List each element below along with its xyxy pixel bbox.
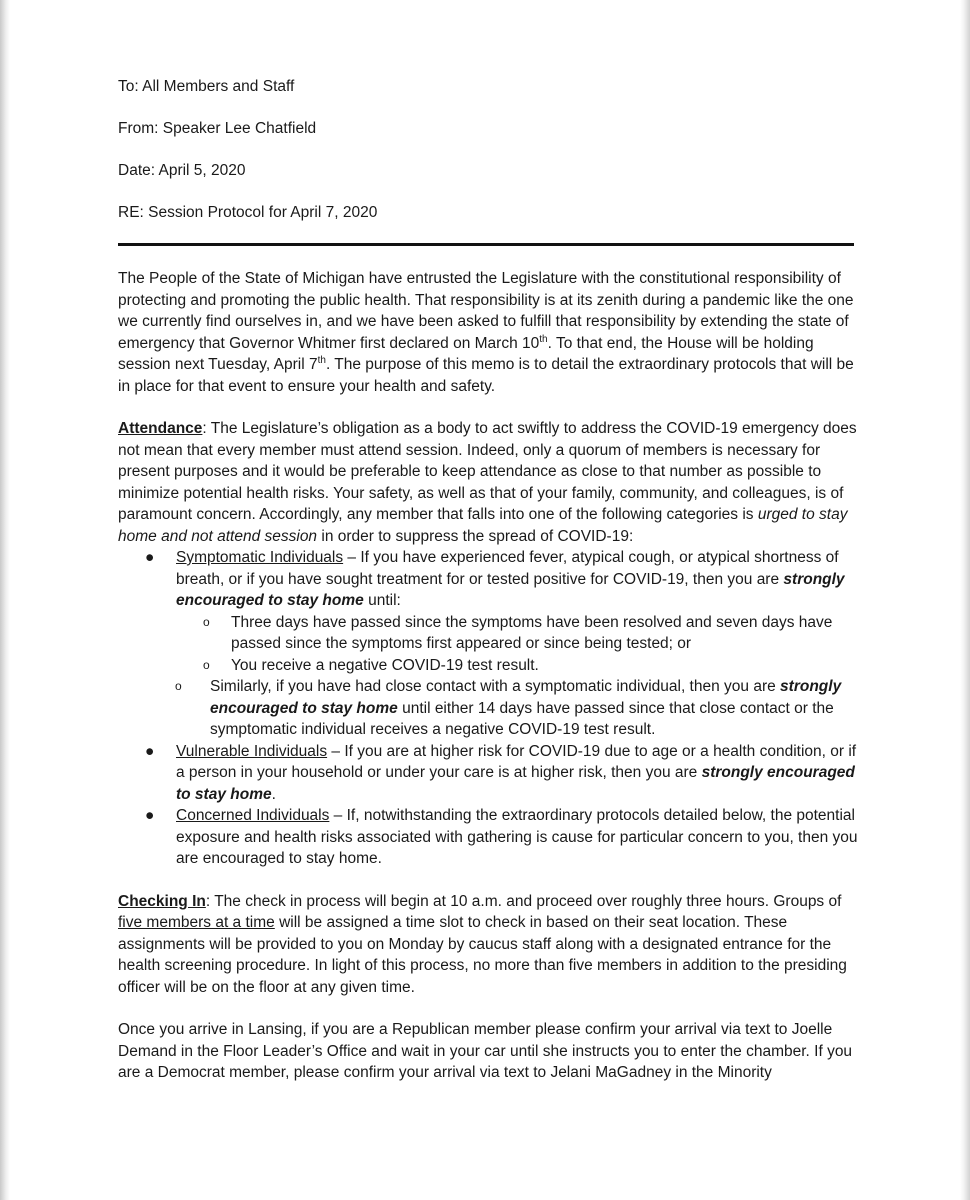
- circle-bullet-icon: o: [203, 614, 210, 629]
- memo-to: To: All Members and Staff: [118, 78, 295, 95]
- checking-in-paragraph: Checking In: The check in process will begin at 10 a.m. and proceed over roughly three hours. Groups of five members at a time will be assigned a time slot to check in based on their seat location. These assignments will be provided to you on Monday by caucus staff along with a designated entrance for the health screening procedure. In light of this process, no more than five members in addition to the presiding officer will be on the floor at any given time.: [118, 892, 847, 996]
- memo-body: [118, 268, 858, 1084]
- header-divider: [118, 243, 854, 246]
- arrival-paragraph: Once you arrive in Lansing, if you are a Republican member please confirm your arrival via text to Joelle Demand in the Floor Leader’s Office and wait in your car until she instructs you to enter the chamber. If you are a Democrat member, please confirm your arrival via text to Jelani MaGadney in the Minority: [118, 1021, 853, 1081]
- bullet-icon: ●: [145, 807, 155, 824]
- circle-bullet-icon: o: [203, 657, 210, 672]
- memo-from: From: Speaker Lee Chatfield: [118, 120, 317, 137]
- page-edge-left: [0, 0, 10, 1200]
- circle-bullet-icon: o: [175, 679, 182, 693]
- sub-item-negative-test: o You receive a negative COVID-19 test result.: [118, 655, 858, 677]
- checking-in-heading: Checking In: [118, 892, 206, 910]
- bullet-icon: ●: [145, 549, 155, 566]
- memo-date: Date: April 5, 2020: [118, 162, 246, 179]
- list-item-symptomatic: ● Symptomatic Individuals – If you have experienced fever, atypical cough, or atypical shortness of breath, or if you have sought treatment for or tested positive for COVID-19, then you are strongly encouraged to stay home until:: [145, 549, 845, 609]
- sub-item-close-contact: o Similarly, if you have had close contact with a symptomatic individual, then you are strongly encouraged to stay home until either 14 days have passed since that close contact or the symptomatic individual receives a negative COVID-19 test result.: [175, 678, 842, 738]
- attendance-heading: Attendance: [118, 420, 203, 437]
- list-item-vulnerable: ● Vulnerable Individuals – If you are at higher risk for COVID-19 due to age or a health condition, or if a person in your household or under your care is at higher risk, then you are strongly encouraged to stay home.: [145, 742, 857, 803]
- attendance-paragraph: Attendance: The Legislature’s obligation as a body to act swiftly to address the COVID-19 emergency does not mean that every member must attend session. Indeed, only a quorum of members is necessary for present purposes and it would be preferable to keep attendance as close to that number as possible to minimize potential health risks. Your safety, as well as that of your family, community, and colleagues, is of paramount concern. Accordingly, any member that falls into one of the following categories is urged to stay home and not attend session in order to suppress the spread of COVID-19:: [118, 420, 857, 545]
- list-item-concerned: ● Concerned Individuals – If, notwithstanding the extraordinary protocols detailed below, the potential exposure and health risks associated with gathering is cause for particular concern to you, then you are encouraged to stay home.: [145, 807, 858, 867]
- attendance-list: [118, 547, 858, 870]
- intro-paragraph: The People of the State of Michigan have entrusted the Legislature with the constitutional responsibility of protecting and promoting the public health. That responsibility is at its zenith during a pandemic like the one we currently find ourselves in, and we have been asked to fulfill that responsibility by extending the state of emergency that Governor Whitmer first declared on March 10th. To that end, the House will be holding session next Tuesday, April 7th. The purpose of this memo is to detail the extraordinary protocols that will be in place for that event to ensure your health and safety.: [118, 270, 854, 395]
- sub-item-three-days: o Three days have passed since the symptoms have been resolved and seven days have passed since the symptoms first appeared or since being tested; or: [203, 613, 833, 652]
- memo-subject: RE: Session Protocol for April 7, 2020: [118, 204, 378, 221]
- bullet-icon: ●: [145, 742, 155, 760]
- page-edge-right: [960, 0, 970, 1200]
